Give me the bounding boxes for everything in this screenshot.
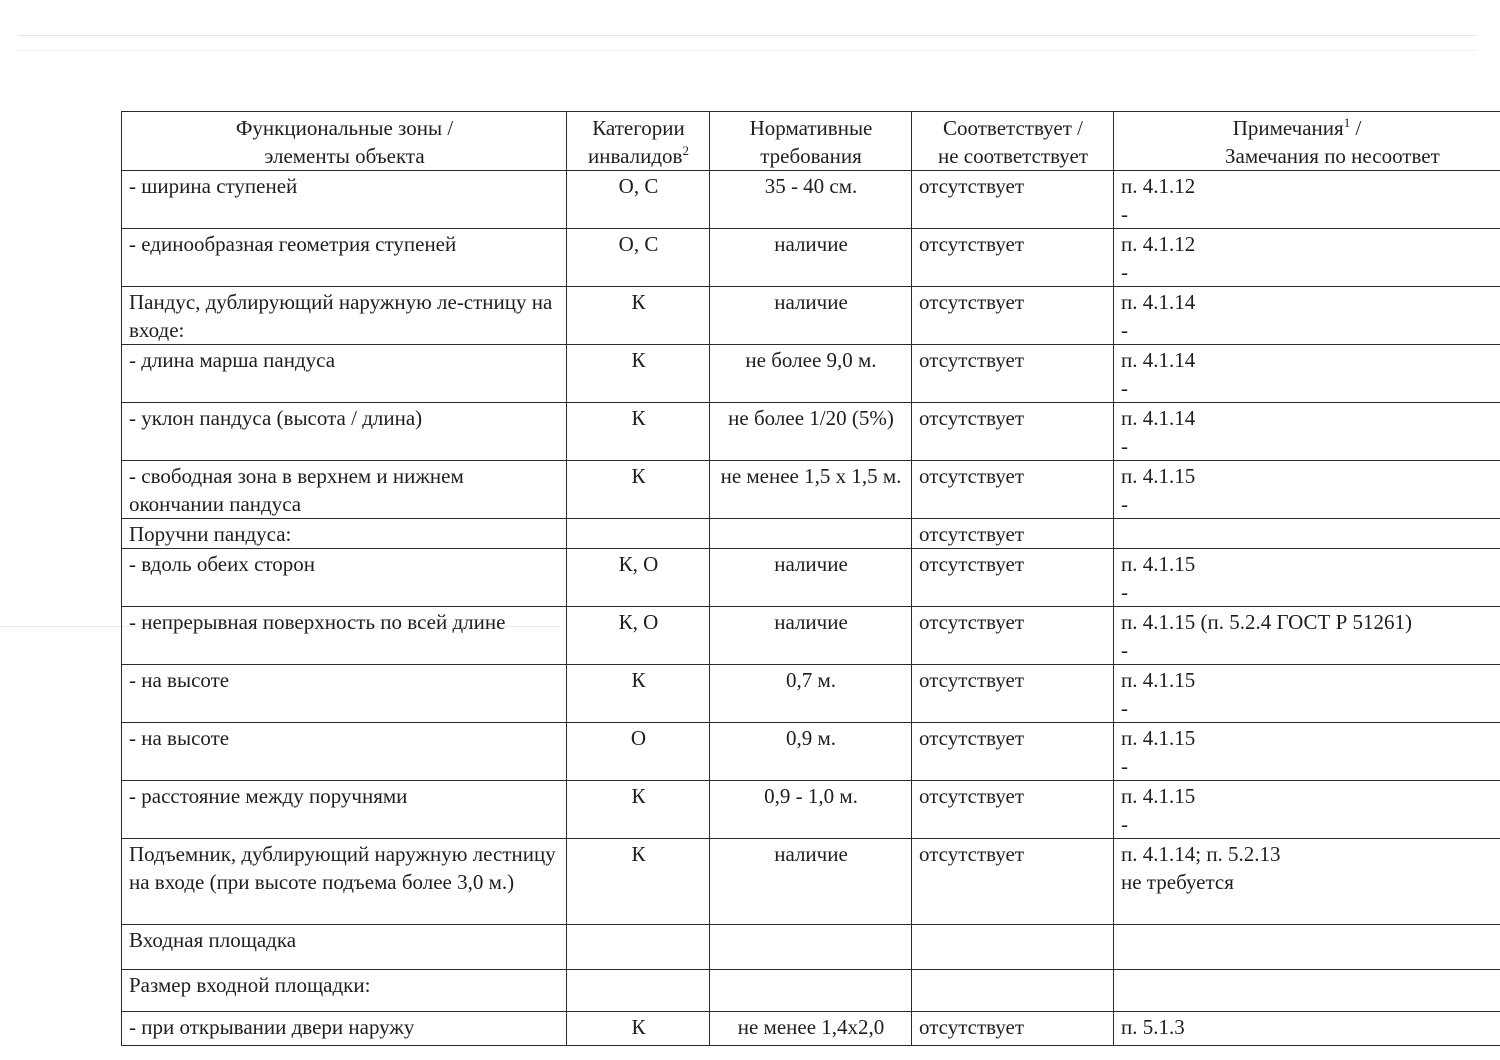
note-text: п. 4.1.14 (1121, 406, 1196, 430)
note-cell (1114, 171, 1500, 229)
note-remark: не требуется (1121, 870, 1234, 894)
category-cell: О (567, 723, 710, 781)
requirement-cell (710, 519, 912, 549)
element-cell: - ширина ступеней (122, 171, 567, 229)
table-row (122, 461, 1500, 519)
footnote-mark: 1 (1343, 115, 1351, 130)
note-cell (1114, 519, 1500, 549)
requirement-cell: не более 9,0 м. (710, 345, 912, 403)
note-text: п. 4.1.15 (1121, 552, 1196, 576)
note-cell (1114, 781, 1500, 839)
table-row (122, 1012, 1500, 1046)
requirement-cell: наличие (710, 549, 912, 607)
element-cell: - вдоль обеих сторон (122, 549, 567, 607)
status-cell: отсутствует (912, 781, 1114, 839)
table-row (122, 229, 1500, 287)
category-cell: К (567, 403, 710, 461)
element-cell: - при открывании двери наружу (122, 1012, 567, 1046)
table-row (122, 287, 1500, 345)
status-cell: отсутствует (912, 403, 1114, 461)
note-remark: - (1121, 376, 1128, 400)
table-row (122, 171, 1500, 229)
note-cell (1114, 287, 1500, 345)
status-cell: отсутствует (912, 287, 1114, 345)
note-remark: - (1121, 260, 1128, 284)
status-cell: отсутствует (912, 171, 1114, 229)
element-cell: - на высоте (122, 723, 567, 781)
table-row (122, 345, 1500, 403)
note-remark: - (1121, 434, 1128, 458)
note-text: п. 4.1.15 (1121, 668, 1196, 692)
requirement-cell: наличие (710, 839, 912, 925)
note-text: п. 4.1.15 (1121, 726, 1196, 750)
header-notes-line1 (1121, 114, 1495, 142)
accessibility-checklist-table (121, 111, 1500, 1046)
table-header-row (122, 112, 1500, 171)
note-text: п. 4.1.15 (1121, 464, 1196, 488)
element-cell: - единообразная геометрия ступеней (122, 229, 567, 287)
header-notes (1114, 112, 1500, 171)
status-cell (912, 970, 1114, 1012)
note-text: п. 4.1.12 (1121, 174, 1196, 198)
status-cell: отсутствует (912, 229, 1114, 287)
category-cell: К, О (567, 549, 710, 607)
header-text: Примечания (1232, 116, 1344, 140)
element-cell: Поручни пандуса: (122, 519, 567, 549)
table-row (122, 403, 1500, 461)
header-requirements (710, 112, 912, 171)
category-cell: К (567, 345, 710, 403)
note-remark: - (1121, 318, 1128, 342)
status-cell (912, 925, 1114, 970)
status-cell: отсутствует (912, 665, 1114, 723)
table-row (122, 519, 1500, 549)
status-cell: отсутствует (912, 1012, 1114, 1046)
requirement-cell: наличие (710, 607, 912, 665)
note-cell (1114, 925, 1500, 970)
header-disability-categories (567, 112, 710, 171)
header-text: требования (760, 144, 862, 168)
element-cell-section: Входная площадка (122, 925, 567, 970)
note-cell (1114, 549, 1500, 607)
table-row (122, 970, 1500, 1012)
requirement-cell: наличие (710, 229, 912, 287)
note-remark: - (1121, 812, 1128, 836)
page-edge-line (18, 35, 1476, 36)
note-cell (1114, 839, 1500, 925)
status-cell: отсутствует (912, 461, 1114, 519)
status-cell: отсутствует (912, 607, 1114, 665)
table-row (122, 607, 1500, 665)
note-cell (1114, 461, 1500, 519)
status-cell: отсутствует (912, 839, 1114, 925)
requirement-cell: 0,9 - 1,0 м. (710, 781, 912, 839)
header-functional-zones (122, 112, 567, 171)
category-cell (567, 925, 710, 970)
note-text: п. 4.1.15 (1121, 784, 1196, 808)
category-cell: К (567, 781, 710, 839)
category-cell: О, С (567, 229, 710, 287)
element-cell: - непрерывная поверхность по всей длине (122, 607, 567, 665)
status-cell: отсутствует (912, 549, 1114, 607)
element-cell: Размер входной площадки: (122, 970, 567, 1012)
requirement-cell (710, 970, 912, 1012)
element-cell: - длина марша пандуса (122, 345, 567, 403)
header-text: / (1350, 116, 1362, 140)
category-cell: К (567, 839, 710, 925)
note-text: п. 4.1.14 (1121, 290, 1196, 314)
category-cell: К (567, 1012, 710, 1046)
status-cell: отсутствует (912, 723, 1114, 781)
requirement-cell: 0,7 м. (710, 665, 912, 723)
status-cell: отсутствует (912, 345, 1114, 403)
header-text: Замечания по несоответ (1225, 144, 1440, 168)
requirement-cell: 0,9 м. (710, 723, 912, 781)
element-cell-section: Пандус, дублирующий наружную ле-стницу на входе: (122, 287, 567, 345)
requirement-cell (710, 925, 912, 970)
category-cell: К (567, 461, 710, 519)
status-cell: отсутствует (912, 519, 1114, 549)
element-cell: - на высоте (122, 665, 567, 723)
note-remark: - (1121, 580, 1128, 604)
note-text: п. 4.1.15 (п. 5.2.4 ГОСТ Р 51261) (1121, 610, 1413, 634)
note-remark: - (1121, 754, 1128, 778)
note-text: п. 4.1.14; п. 5.2.13 (1121, 842, 1281, 866)
note-remark: - (1121, 638, 1128, 662)
note-remark: - (1121, 696, 1128, 720)
requirement-cell: не менее 1,4х2,0 (710, 1012, 912, 1046)
category-cell (567, 970, 710, 1012)
requirement-cell: наличие (710, 287, 912, 345)
category-cell (567, 519, 710, 549)
note-cell (1114, 665, 1500, 723)
header-text: Соответствует / (943, 116, 1083, 140)
requirement-cell: не более 1/20 (5%) (710, 403, 912, 461)
page-edge-line (18, 50, 1476, 51)
header-text: Функциональные зоны / (235, 116, 454, 140)
table-row (122, 839, 1500, 925)
note-remark: - (1121, 492, 1128, 516)
note-text: п. 4.1.12 (1121, 232, 1196, 256)
header-compliance (912, 112, 1114, 171)
category-cell: О, С (567, 171, 710, 229)
element-cell: - расстояние между поручнями (122, 781, 567, 839)
footnote-mark: 2 (682, 143, 689, 158)
note-text: п. 4.1.14 (1121, 348, 1196, 372)
category-cell: К (567, 287, 710, 345)
note-cell: п. 5.1.3 (1114, 1012, 1500, 1046)
note-cell (1114, 403, 1500, 461)
note-remark: - (1121, 202, 1128, 226)
note-cell (1114, 229, 1500, 287)
note-cell (1114, 607, 1500, 665)
table-row (122, 549, 1500, 607)
requirement-cell: не менее 1,5 х 1,5 м. (710, 461, 912, 519)
table-row (122, 781, 1500, 839)
table-row (122, 665, 1500, 723)
note-cell (1114, 345, 1500, 403)
requirement-cell: 35 - 40 см. (710, 171, 912, 229)
header-text: инвалидов (588, 144, 683, 168)
table-row (122, 723, 1500, 781)
header-text: Категории (592, 116, 685, 140)
header-text: Нормативные (749, 116, 873, 140)
category-cell: К (567, 665, 710, 723)
category-cell: К, О (567, 607, 710, 665)
element-cell: - свободная зона в верхнем и нижнем окончании пандуса (122, 461, 567, 519)
header-text: элементы объекта (264, 144, 425, 168)
element-cell: - уклон пандуса (высота / длина) (122, 403, 567, 461)
header-text: не соответствует (938, 144, 1088, 168)
note-cell (1114, 723, 1500, 781)
table-row (122, 925, 1500, 970)
note-cell (1114, 970, 1500, 1012)
element-cell: Подъемник, дублирующий наружную лестницу на входе (при высоте подъема более 3,0 м.) (122, 839, 567, 925)
